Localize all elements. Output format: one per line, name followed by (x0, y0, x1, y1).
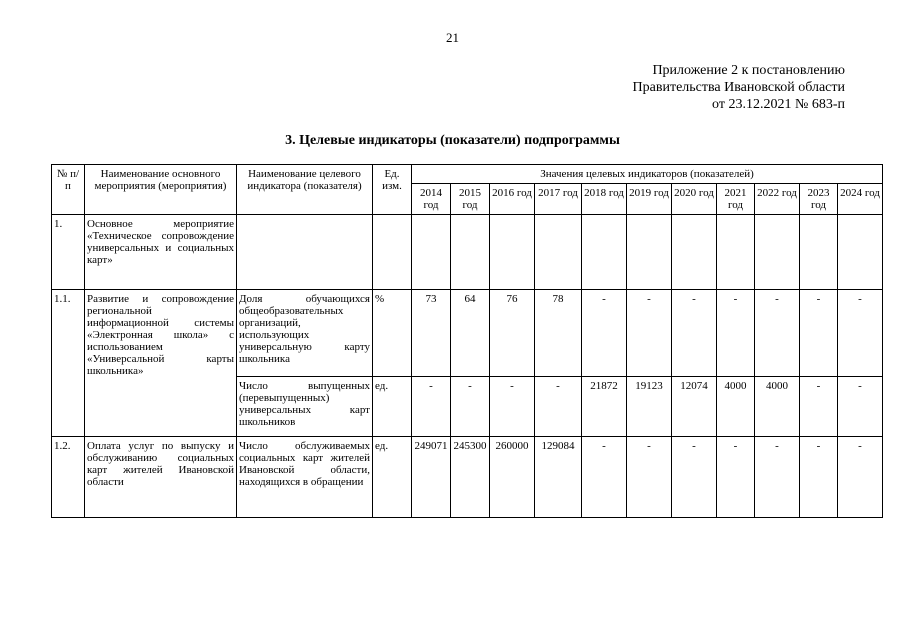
header-year: 2015 год (451, 184, 490, 215)
row-indicator: Число выпущенных (перевыпущенных) универсальных карт школьников (237, 377, 373, 437)
header-year: 2021 год (717, 184, 755, 215)
value-cell: - (800, 377, 838, 437)
row-event: Оплата услуг по выпуску и обслуживанию социальных карт жителей Ивановской области (85, 437, 237, 518)
value-cell: 78 (535, 290, 582, 377)
value-cell: - (838, 437, 883, 518)
header-year: 2022 год (755, 184, 800, 215)
value-cell: 129084 (535, 437, 582, 518)
row-num: 1. (52, 215, 85, 290)
value-cell: 12074 (672, 377, 717, 437)
value-cell: 21872 (582, 377, 627, 437)
value-cell: - (717, 290, 755, 377)
appendix-note (633, 62, 845, 113)
header-event: Наименование основного мероприятия (мероприятия) (85, 165, 237, 215)
indicators-table (51, 164, 883, 518)
row-unit: ед. (373, 377, 412, 437)
header-year: 2020 год (672, 184, 717, 215)
table-row (52, 215, 883, 290)
table-row (52, 437, 883, 518)
header-unit: Ед. изм. (373, 165, 412, 215)
header-year: 2024 год (838, 184, 883, 215)
header-num: № п/п (52, 165, 85, 215)
value-cell (838, 215, 883, 290)
page-number: 21 (446, 30, 459, 45)
value-cell: 19123 (627, 377, 672, 437)
row-indicator: Доля обучающихся общеобразовательных организаций, использующих универсальную карту школьника (237, 290, 373, 377)
value-cell: - (800, 437, 838, 518)
value-cell: 4000 (755, 377, 800, 437)
row-indicator (237, 215, 373, 290)
value-cell: - (627, 437, 672, 518)
appendix-line-2: Правительства Ивановской области (632, 80, 845, 95)
value-cell: 76 (490, 290, 535, 377)
value-cell: - (451, 377, 490, 437)
appendix-line-3: от 23.12.2021 № 683-п (712, 97, 845, 112)
value-cell (672, 215, 717, 290)
appendix-line-1: Приложение 2 к постановлению (652, 63, 845, 78)
row-event: Основное мероприятие «Техническое сопровождение универсальных и социальных карт» (85, 215, 237, 290)
row-unit: ед. (373, 437, 412, 518)
value-cell (582, 215, 627, 290)
value-cell: - (582, 437, 627, 518)
header-values: Значения целевых индикаторов (показателей) (412, 165, 883, 184)
value-cell (490, 215, 535, 290)
value-cell (800, 215, 838, 290)
value-cell (412, 215, 451, 290)
row-num: 1.2. (52, 437, 85, 518)
row-indicator: Число обслуживаемых социальных карт жителей Ивановской области, находящихся в обращении (237, 437, 373, 518)
value-cell: 260000 (490, 437, 535, 518)
value-cell (755, 215, 800, 290)
row-unit: % (373, 290, 412, 377)
value-cell: - (800, 290, 838, 377)
header-year: 2019 год (627, 184, 672, 215)
value-cell: - (672, 437, 717, 518)
header-year: 2023 год (800, 184, 838, 215)
header-year: 2018 год (582, 184, 627, 215)
value-cell: - (717, 437, 755, 518)
row-num: 1.1. (52, 290, 85, 437)
value-cell: - (838, 290, 883, 377)
value-cell: 249071 (412, 437, 451, 518)
row-unit (373, 215, 412, 290)
header-year: 2016 год (490, 184, 535, 215)
value-cell: 4000 (717, 377, 755, 437)
value-cell (535, 215, 582, 290)
header-year: 2017 год (535, 184, 582, 215)
value-cell: - (412, 377, 451, 437)
value-cell (627, 215, 672, 290)
value-cell: - (672, 290, 717, 377)
value-cell: 73 (412, 290, 451, 377)
table-row (52, 290, 883, 377)
header-year: 2014 год (412, 184, 451, 215)
value-cell: - (627, 290, 672, 377)
value-cell: 64 (451, 290, 490, 377)
value-cell (451, 215, 490, 290)
row-event: Развитие и сопровождение региональной информационной системы «Электронная школа» с использованием «Универсальной карты школьника» (85, 290, 237, 437)
value-cell: 245300 (451, 437, 490, 518)
value-cell (717, 215, 755, 290)
value-cell: - (838, 377, 883, 437)
value-cell: - (755, 437, 800, 518)
value-cell: - (755, 290, 800, 377)
section-title: 3. Целевые индикаторы (показатели) подпрограммы (285, 133, 620, 148)
value-cell: - (582, 290, 627, 377)
value-cell: - (535, 377, 582, 437)
header-indicator: Наименование целевого индикатора (показателя) (237, 165, 373, 215)
value-cell: - (490, 377, 535, 437)
